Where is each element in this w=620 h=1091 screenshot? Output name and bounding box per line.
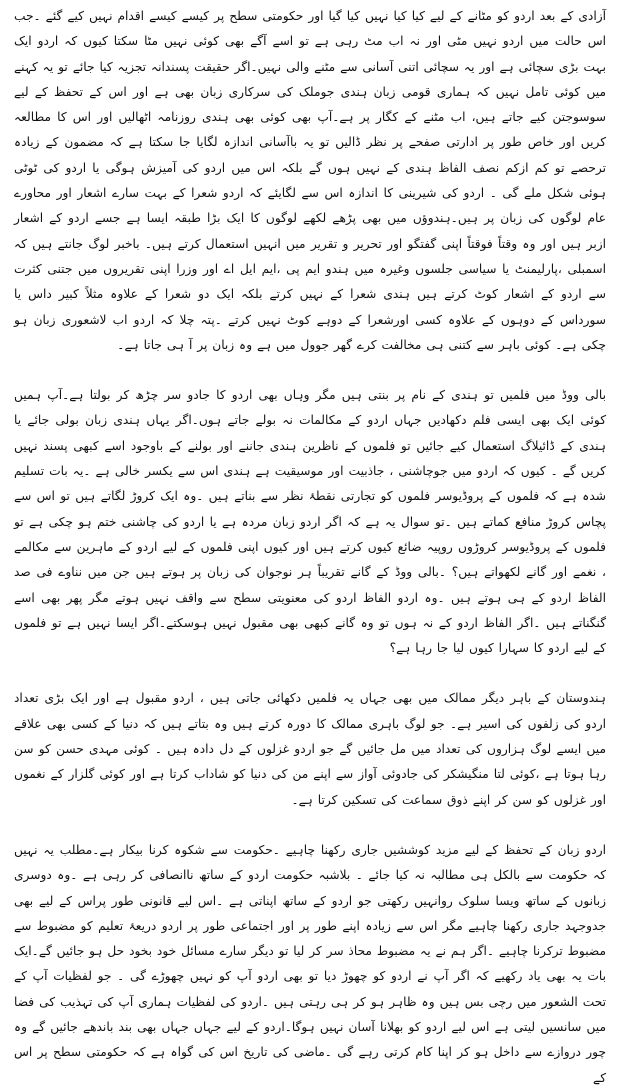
- paragraph-1: آزادی کے بعد اردو کو مٹانے کے لیے کیا کیا نہیں کیا گیا اور حکومتی سطح پر کیسے کیسے اقدام نہیں کیے گئے ۔جب اس حالت میں اردو نہیں مٹی اور نہ اب مٹ رہی ہے تو اسے آگے بھی کوئی نہیں مٹا سکتا کیوں کہ اردو ایک بہت بڑی سچائی ہے اور یہ سچائی اتنی آسانی سے مٹنے والی نہیں۔اگر حقیقت پسندانہ تجزیہ کیا جائے تو یہ کہنے میں کوئی تامل نہیں کہ ہماری قومی زبان ہندی جوملک کی سرکاری زبان بھی ہے اور اس کے تحفظ کے لیے سوسوجتن کیے جاتے ہیں، اب مٹنے کے کگار پر ہے۔آپ بھی کوئی بھی ہندی روزنامہ اٹھالیں اور اس کا مطالعہ کریں اور خاص طور پر ادارتی صفحے پر نظر ڈالیں تو یہ باآسانی اندازہ لگایا جا سکتا ہے کہ مضمون کے زیادہ ترحصے تو کم ازکم نصف الفاظ ہندی کے نہیں ہوں گے بلکہ اس میں اردو کی آمیزش ہوگی یا اردو کی ٹوٹی ہوئی شکل ملے گی ۔ اردو کی شیرینی کا اندازہ اس سے لگایئے کہ اردو شعرا کے بہت سارے اشعار اور محاورے عام لوگوں کی زبان پر ہیں۔ہندوؤں میں بھی پڑھے لکھے لوگوں کا ایک بڑا طبقہ ایسا ہے جسے اردو کے اشعار ازبر ہیں اور وہ وقتاً فوقتاً اپنی گفتگو اور تحریر و تقریر میں انہیں استعمال کرتے ہیں۔ باخبر لوگ جانتے ہیں کہ اسمبلی ،پارلیمنٹ یا سیاسی جلسوں وغیرہ میں ہندو ایم پی ،ایم ایل اے اور وزرا اپنی تقریروں میں جتنی کثرت سے اردو کے اشعار کوٹ کرتے ہیں ہندی شعرا کے نہیں کرتے بلکہ ایک دو شعرا کے علاوہ مثلاً کبیر داس یا سورداس کے دوہوں کے علاوہ کسی اورشعرا کے دوہے کوٹ نہیں کرتے ۔پتہ چلا کہ اردو اب لاشعوری زبان ہو چکی ہے۔ کوئی باہر سے کتنی ہی مخالفت کرے گھر جوول میں ہے وہ زبان پر آ ہی جاتا ہے۔: [14, 9, 606, 352]
- paragraph-spacer: [14, 813, 606, 838]
- paragraph-2: بالی ووڈ میں فلمیں تو ہندی کے نام پر بنتی ہیں مگر وہاں بھی اردو کا جادو سر چڑھ کر بولتا ہے۔آپ ہمیں کوئی ایک بھی ایسی فلم دکھادیں جہاں اردو کے مکالمات نہ بولے جاتے ہوں۔اگر یہاں ہندی زبان بولی جائے یا ہندی کے ڈائیلاگ استعمال کیے جائیں تو فلموں کے ناظرین ہندی جاننے اور بولنے کے باوجود اسے کبھی پسند نہیں کریں گے ۔ کیوں کہ اردو میں جوچاشنی ، جاذبیت اور موسیقیت ہے ہندی اس سے یکسر خالی ہے ۔یہ بات تسلیم شدہ ہے کہ فلموں کے پروڈیوسر فلموں کو تجارتی نقطۂ نظر سے بناتے ہیں ۔وہ ایک کروڑ لگاتے ہیں تو اس سے پچاس کروڑ منافع کماتے ہیں ۔تو سوال یہ ہے کہ اگر اردو زبان مردہ ہے یا اردو کی چاشنی ختم ہو چکی ہے تو فلموں کے پروڈیوسر کروڑوں روپیہ ضائع کیوں کرتے ہیں اور کیوں اپنی فلموں کے لیے اردو کے ماہرین سے مکالمے ، نغمے اور گانے لکھواتے ہیں؟ ۔بالی ووڈ کے گانے تقریباً ہر نوجوان کی زبان پر ہوتے ہیں جن میں نناوے فی صد الفاظ اردو کے ہی ہوتے ہیں ۔وہ اردو الفاظ اردو کی معنویتی سطح سے واقف نہیں ہوتے مگر پھر بھی اسے گنگناتے ہیں ۔اگر الفاظ اردو کے نہ ہوں تو وہ گانے کبھی بھی مقبول نہیں ہوسکتے۔اگر ایسا نہیں ہے تو فلموں کے لیے اردو کا سہارا کیوں لیا جا رہا ہے؟: [14, 388, 606, 656]
- paragraph-3: ہندوستان کے باہر دیگر ممالک میں بھی جہاں یہ فلمیں دکھائی جاتی ہیں ، اردو مقبول ہے اور ایک بڑی تعداد اردو کی زلفوں کی اسیر ہے۔ جو لوگ باہری ممالک کا دورہ کرتے ہیں وہ بتاتے ہیں کہ دنیا کے کسی بھی علاقے میں ایسے لوگ ہزاروں کی تعداد میں مل جائیں گے جو اردو غزلوں کے دل دادہ ہیں ۔ کوئی مہدی حسن کو سن رہا ہوتا ہے ،کوئی لتا منگیشکر کی جادوئی آواز سے اپنے من کی دنیا کو شاداب کرتا ہے اور کوئی گلزار کے نغموں اور غزلوں کو سن کر اپنے ذوق سماعت کی تسکین کرتا ہے۔: [14, 691, 606, 807]
- paragraph-spacer: [14, 358, 606, 383]
- paragraph-4: اردو زبان کے تحفظ کے لیے مزید کوششیں جاری رکھنا چاہیے ۔حکومت سے شکوہ کرنا بیکار ہے۔مطلب یہ نہیں کہ حکومت سے بالکل ہی مطالبہ نہ کیا جائے ۔ بلاشبہ حکومت اردو کے ساتھ ناانصافی کر رہی ہے ۔وہ دوسری زبانوں کے ساتھ ویسا سلوک روانہیں رکھتی جو اردو کے ساتھ اپناتی ہے ۔اس لیے قانونی طور پراس کے لیے بھی جدوجہد جاری رکھنا چاہیے مگر اس سے زیادہ اپنے طور پر اور اجتماعی طور پر اردو دریعۂ تعلیم کو مضبوط سے مضبوط ترکرنا چاہیے ۔اگر ہم نے یہ مضبوط محاذ سر کر لیا تو دیگر سارے مسائل خود بخود حل ہو جائیں گے۔ایک بات یہ بھی یاد رکھیے کہ اگر آپ نے اردو کو چھوڑ دیا تو بھی اردو آپ کو نہیں چھوڑے گی ۔ جو لفظیات آپ کے تحت الشعور میں رچی بس ہیں وہ ظاہر ہو کر ہی رہتی ہیں ۔اردو کی لفظیات ہماری آپ کی تہذیب کی فضا میں سانسیں لیتی ہے اس لیے اردو کو بھلانا آسان نہیں ہوگا۔اردو کے لیے جہاں جہاں بھی بند باندھے جائیں گے وہ چور دروازے سے داخل ہو کر اپنا کام کرتی رہے گی ۔ماضی کی تاریخ اس کی گواہ ہے کہ حکومتی سطح پر اس کے: [14, 842, 606, 1085]
- paragraph-spacer: [14, 661, 606, 686]
